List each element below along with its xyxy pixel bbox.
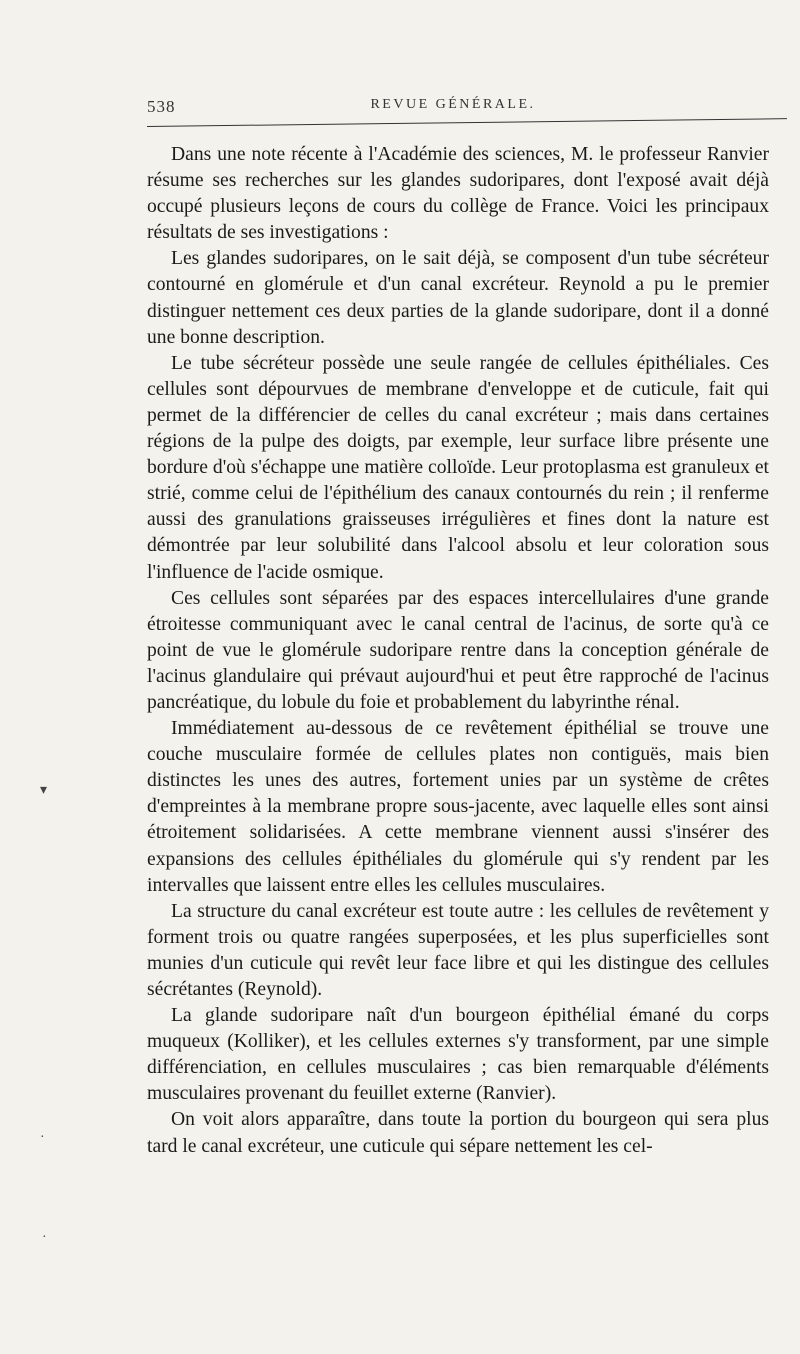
margin-mark: ▾	[40, 783, 48, 798]
paragraph: On voit alors apparaître, dans toute la portion du bourgeon qui sera plus tard le canal excréteur, une cuticule qui sépare nettement les cel-	[147, 1109, 769, 1157]
running-title: REVUE GÉNÉRALE.	[370, 97, 536, 112]
margin-mark: ·	[40, 1130, 45, 1145]
paragraph: Immédiatement au-dessous de ce revêtement épithélial se trouve une couche musculaire formée de cellules plates non contiguës, mais bien distinctes les unes des autres, fortement unies par un système de crêtes d'empreintes à la membrane propre sous-jacente, avec laquelle elles sont ainsi étroitement solidarisées. A cette membrane viennent aussi s'insérer des expansions des cellules épithéliales du glomérule qui s'y rendent par les intervalles que laissent entre elles les cellules musculaires.	[147, 718, 769, 896]
paragraph: La glande sudoripare naît d'un bourgeon épithélial émané du corps muqueux (Kolliker), et les cellules externes s'y transforment, par une simple différenciation, en cellules musculaires ; cas bien remarquable d'éléments musculaires provenant du feuillet externe (Ranvier).	[147, 1005, 769, 1105]
page-header	[147, 97, 759, 121]
body-text	[147, 142, 769, 1160]
paragraph: Ces cellules sont séparées par des espaces intercellulaires d'une grande étroitesse communiquant avec le canal central de l'acinus, de sorte qu'à ce point de vue le glomérule sudoripare rentre dans la conception générale de l'acinus glandulaire qui prévaut aujourd'hui et peut être rapproché de l'acinus pancréatique, du lobule du foie et probablement du labyrinthe rénal.	[147, 587, 769, 713]
paragraph: Dans une note récente à l'Académie des sciences, M. le professeur Ranvier résume ses recherches sur les glandes sudoripares, dont l'exposé avait déjà occupé plusieurs leçons de cours du collège de France. Voici les principaux résultats de ses investigations :	[147, 144, 769, 244]
paragraph: Le tube sécréteur possède une seule rangée de cellules épithéliales. Ces cellules sont dépourvues de membrane d'enveloppe et de cuticule, fait qui permet de la différencier de celles du canal excréteur ; mais dans certaines régions de la pulpe des doigts, par exemple, leur surface libre présente une bordure d'où s'échappe une matière colloïde. Leur protoplasma est granuleux et strié, comme celui de l'épithélium des canaux contournés du rein ; il renferme aussi des granulations graisseuses irrégulières et fines dont la nature est démontrée par leur solubilité dans l'alcool absolu et leur coloration sous l'influence de l'acide osmique.	[147, 352, 769, 583]
paragraph: Les glandes sudoripares, on le sait déjà, se composent d'un tube sécréteur contourné en glomérule et d'un canal excréteur. Reynold a pu le premier distinguer nettement ces deux parties de la glande sudoripare, dont il a donné une bonne description.	[147, 248, 769, 348]
paragraph: La structure du canal excréteur est toute autre : les cellules de revêtement y forment trois ou quatre rangées superposées, et les plus superficielles sont munies d'un cuticule qui revêt leur face libre et qui les distingue des cellules sécrétantes (Reynold).	[147, 900, 769, 1000]
page-number: 538	[147, 97, 176, 116]
margin-mark: ·	[42, 1230, 47, 1245]
